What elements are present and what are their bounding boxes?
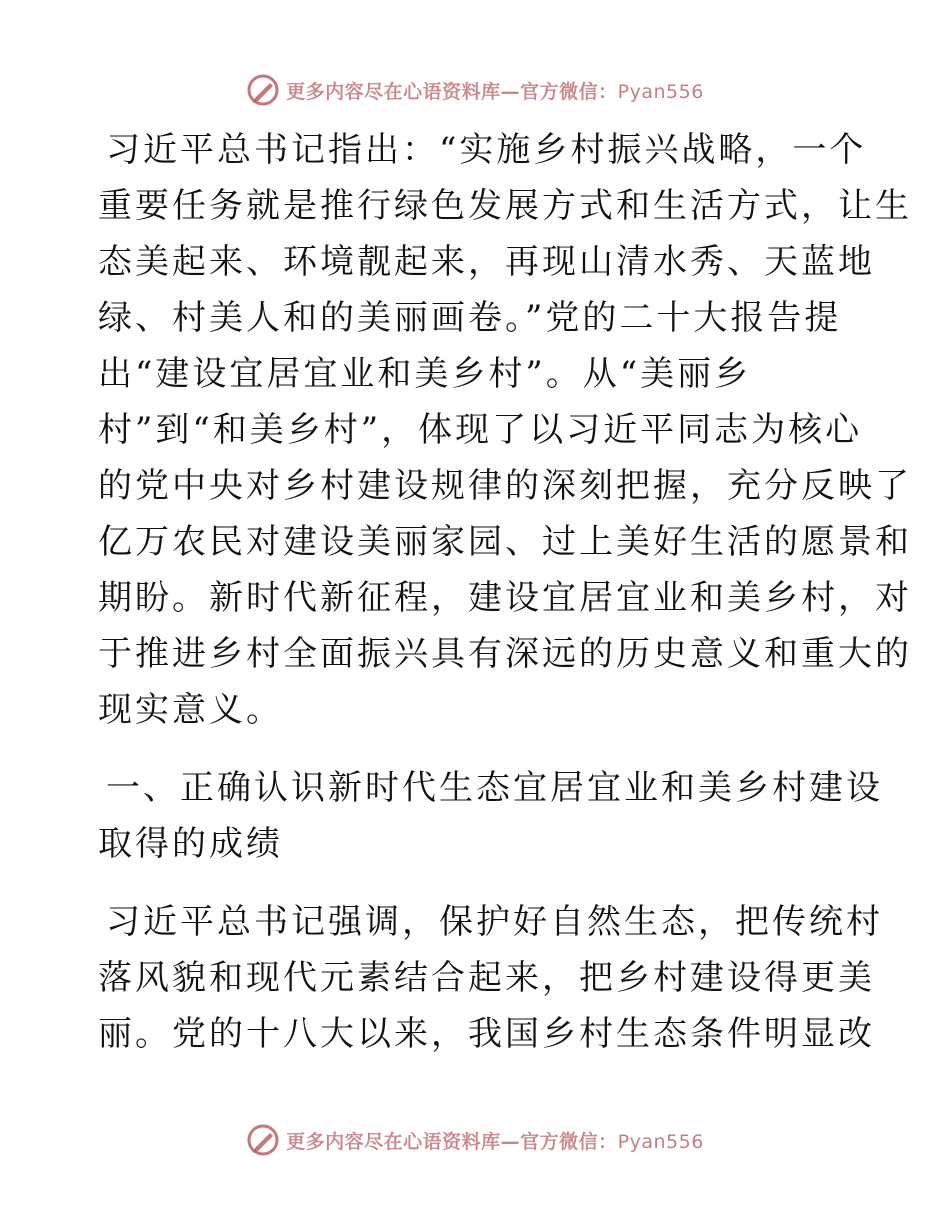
text-line: 亿万农民对建设美丽家园、过上美好生活的愿景和: [98, 522, 912, 562]
text-line: 习近平总书记强调，保护好自然生态，把传统村: [106, 902, 883, 942]
text-line: 重要任务就是推行绿色发展方式和生活方式，让生: [98, 186, 912, 226]
watermark-text: 更多内容尽在心语资料库—官方微信：Pyan556: [286, 80, 704, 103]
text-line: 村”到“和美乡村”，体现了以习近平同志为核心: [98, 410, 863, 450]
pen-logo-icon: [246, 73, 280, 107]
text-line: 现实意义。: [98, 690, 283, 730]
text-line: 绿、村美人和的美丽画卷。”党的二十大报告提: [98, 298, 842, 338]
text-line: 出“建设宜居宜业和美乡村”。从“美丽乡: [98, 354, 752, 394]
paragraph-2: [98, 894, 883, 1062]
section-heading: [98, 760, 883, 872]
document-body: [98, 122, 912, 1084]
text-line: 落风貌和现代元素结合起来，把乡村建设得更美: [98, 958, 875, 998]
paragraph-1: [98, 122, 912, 738]
text-line: 于推进乡村全面振兴具有深远的历史意义和重大的: [98, 634, 912, 674]
text-line: 一、正确认识新时代生态宜居宜业和美乡村建设: [106, 768, 883, 808]
text-line: 期盼。新时代新征程，建设宜居宜业和美乡村，对: [98, 578, 912, 618]
text-line: 取得的成绩: [98, 824, 283, 864]
footer-watermark: [0, 1120, 950, 1160]
text-line: 习近平总书记指出：“实施乡村振兴战略，一个: [106, 130, 867, 170]
text-line: 丽。党的十八大以来，我国乡村生态条件明显改: [98, 1014, 875, 1054]
text-line: 态美起来、环境靓起来，再现山清水秀、天蓝地: [98, 242, 875, 282]
pen-logo-icon: [246, 1123, 280, 1157]
watermark-text: 更多内容尽在心语资料库—官方微信：Pyan556: [286, 1130, 704, 1153]
header-watermark: [0, 70, 950, 110]
text-line: 的党中央对乡村建设规律的深刻把握，充分反映了: [98, 466, 912, 506]
